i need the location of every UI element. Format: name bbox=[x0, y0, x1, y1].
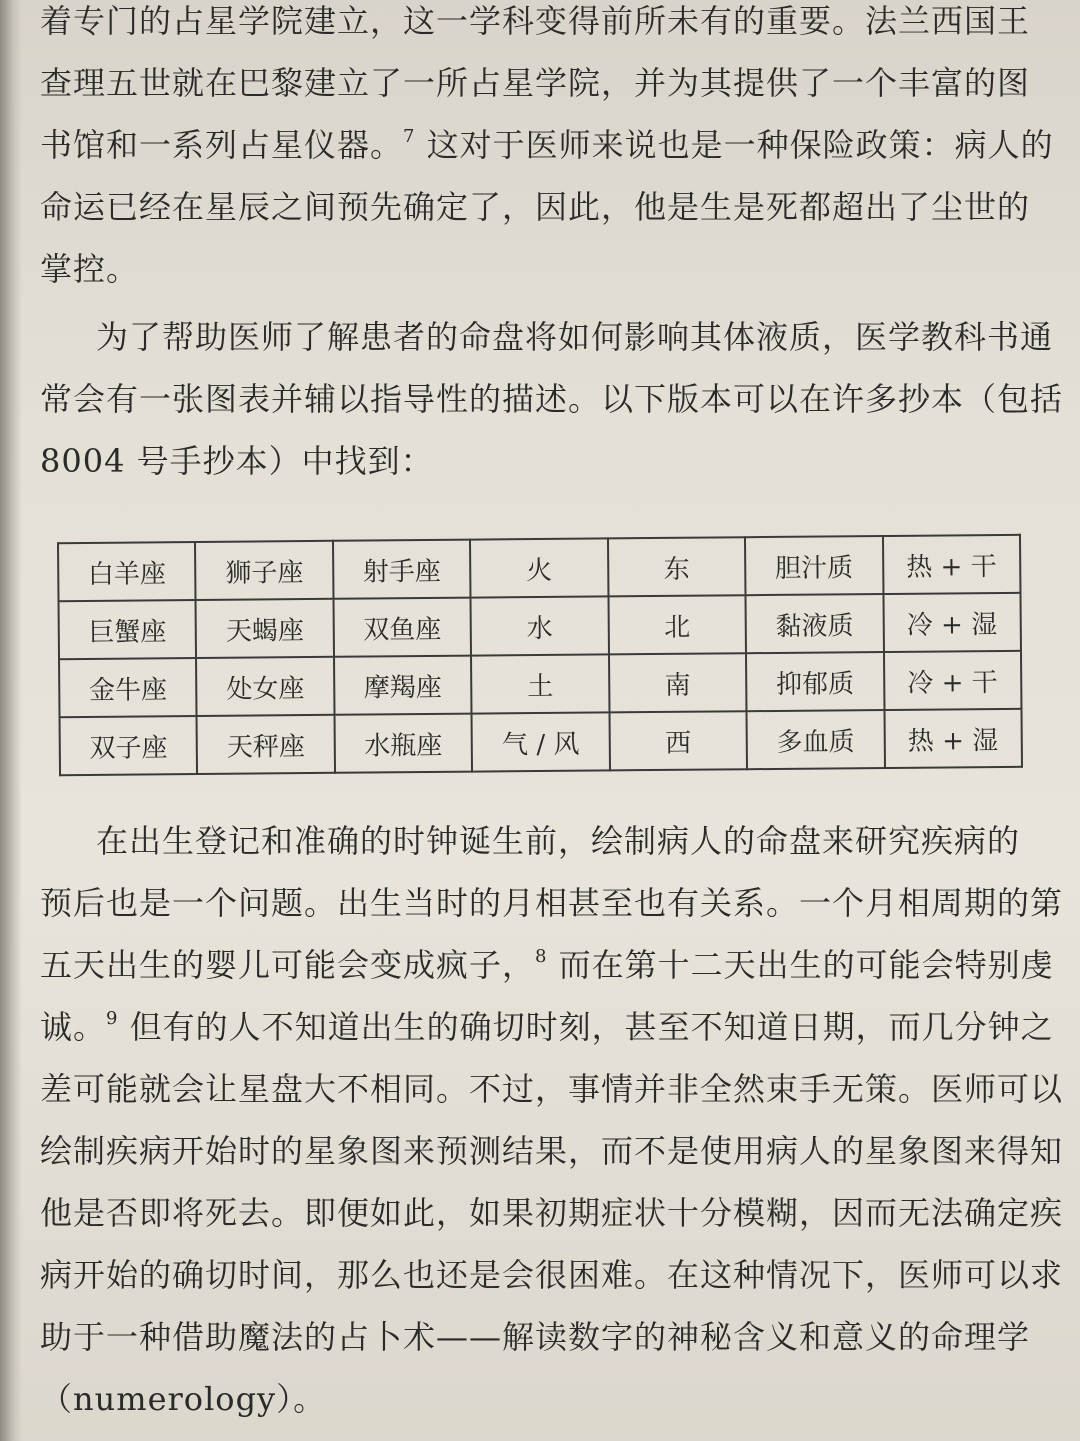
footnote-marker-9: 9 bbox=[106, 1008, 119, 1029]
text-run: 五天出生的婴儿可能会变成疯子， bbox=[40, 946, 536, 984]
text-line: 差可能就会让星盘大不相同。不过，事情并非全然束手无策。医师可以 bbox=[40, 1070, 1064, 1108]
text-run: 这对于医师来说也是一种保险政策：病人的 bbox=[426, 126, 1054, 164]
table-cell: 冷 + 湿 bbox=[883, 593, 1021, 652]
table-cell: 热 + 干 bbox=[883, 535, 1021, 594]
text-line: 在出生登记和准确的时钟诞生前，绘制病人的命盘来研究疾病的 bbox=[96, 822, 1021, 860]
text-line: 预后也是一个问题。出生当时的月相甚至也有关系。一个月相周期的第 bbox=[40, 884, 1064, 922]
text-run: 但有的人不知道出生的确切时刻，甚至不知道日期，而几分钟之 bbox=[129, 1008, 1054, 1046]
footnote-marker-8: 8 bbox=[535, 946, 548, 967]
text-line: 查理五世就在巴黎建立了一所占星学院，并为其提供了一个丰富的图 bbox=[40, 64, 1031, 102]
table-cell: 土 bbox=[471, 654, 609, 713]
table-cell: 南 bbox=[609, 653, 747, 712]
table-cell: 水瓶座 bbox=[334, 714, 472, 773]
text-run: 诚。 bbox=[40, 1008, 107, 1046]
text-line: （numerology）。 bbox=[40, 1380, 327, 1418]
table-cell: 抑郁质 bbox=[746, 652, 884, 711]
table-cell: 黏液质 bbox=[746, 594, 884, 653]
text-line: 他是否即将死去。即便如此，如果初期症状十分模糊，因而无法确定疾 bbox=[40, 1194, 1064, 1232]
table-cell: 白羊座 bbox=[58, 542, 196, 601]
text-line: 助于一种借助魔法的占卜术——解读数字的神秘含义和意义的命理学 bbox=[40, 1318, 1031, 1356]
table-cell: 射手座 bbox=[333, 540, 471, 599]
paragraph-3 bbox=[40, 810, 1064, 1430]
text-run: 而在第十二天出生的可能会特别虔 bbox=[558, 946, 1054, 984]
text-line: 病开始的确切时间，那么也还是会很困难。在这种情况下，医师可以求 bbox=[40, 1256, 1064, 1294]
table-cell: 双子座 bbox=[60, 716, 198, 775]
footnote-marker-7: 7 bbox=[403, 126, 416, 147]
table-cell: 东 bbox=[608, 537, 746, 596]
text-line: 常会有一张图表并辅以指导性的描述。以下版本可以在许多抄本（包括 bbox=[40, 380, 1064, 418]
table-row bbox=[58, 535, 1020, 601]
table-cell: 狮子座 bbox=[195, 541, 333, 600]
text-line bbox=[40, 934, 1054, 996]
table-cell: 气 / 风 bbox=[472, 712, 610, 771]
table-cell: 北 bbox=[608, 595, 746, 654]
table-cell: 天蝎座 bbox=[196, 599, 334, 658]
table-cell: 金牛座 bbox=[59, 658, 197, 717]
page-gutter-shadow bbox=[0, 0, 22, 1441]
text-line: 为了帮助医师了解患者的命盘将如何影响其体液质，医学教科书通 bbox=[96, 318, 1054, 356]
text-line: 着专门的占星学院建立，这一学科变得前所未有的重要。法兰西国王 bbox=[40, 2, 1031, 40]
table-cell: 热 + 湿 bbox=[884, 709, 1022, 768]
zodiac-humor-table bbox=[57, 534, 1023, 776]
table-cell: 胆汁质 bbox=[745, 536, 883, 595]
table-cell: 处女座 bbox=[196, 657, 334, 716]
table-cell: 水 bbox=[471, 596, 609, 655]
paragraph-1 bbox=[40, 0, 1054, 300]
table-row bbox=[60, 709, 1022, 775]
paragraph-2 bbox=[40, 306, 1064, 492]
text-run: 书馆和一系列占星仪器。 bbox=[40, 126, 404, 164]
table-row bbox=[59, 593, 1021, 659]
text-line: 绘制疾病开始时的星象图来预测结果，而不是使用病人的星象图来得知 bbox=[40, 1132, 1064, 1170]
table-row bbox=[59, 651, 1021, 717]
table-cell: 摩羯座 bbox=[334, 656, 472, 715]
text-line: 8004 号手抄本）中找到： bbox=[40, 442, 434, 480]
text-line bbox=[40, 114, 1054, 176]
text-line bbox=[40, 996, 1054, 1058]
table-cell: 双鱼座 bbox=[333, 598, 471, 657]
table-cell: 天秤座 bbox=[197, 715, 335, 774]
table-cell: 巨蟹座 bbox=[59, 600, 197, 659]
text-line: 掌控。 bbox=[40, 250, 140, 288]
text-line: 命运已经在星辰之间预先确定了，因此，他是生是死都超出了尘世的 bbox=[40, 188, 1031, 226]
table-cell: 冷 + 干 bbox=[884, 651, 1022, 710]
table-cell: 西 bbox=[609, 711, 747, 770]
table-cell: 火 bbox=[470, 538, 608, 597]
table-cell: 多血质 bbox=[747, 710, 885, 769]
